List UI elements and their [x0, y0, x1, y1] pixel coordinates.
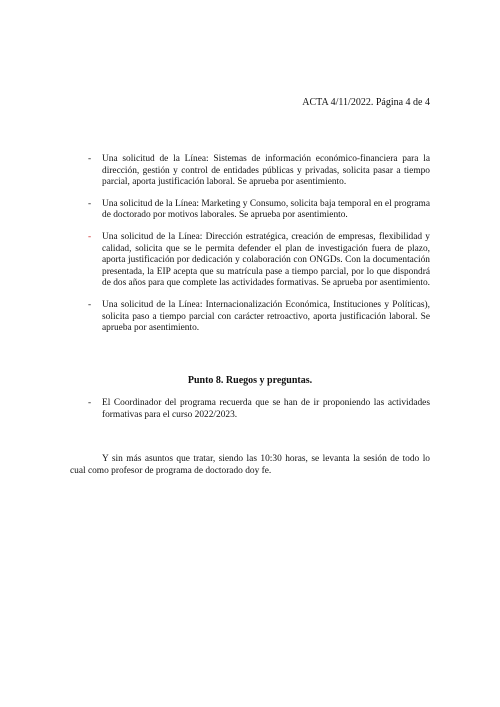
- bullet-dash: -: [88, 231, 92, 242]
- requests-list: [88, 154, 430, 345]
- list-item-text: Una solicitud de la Línea: Sistemas de información económico-financiera para la dirección, gestión y control de entidades públicas y privadas, solicita pasar a tiempo parcial, aporta justificación laboral. Se aprueba por asentimiento.: [102, 154, 430, 188]
- list-item: [88, 232, 430, 290]
- list-item: [88, 154, 430, 189]
- list-item: [88, 300, 430, 335]
- list-item: [88, 398, 430, 421]
- section-heading: Punto 8. Ruegos y preguntas.: [187, 375, 313, 386]
- closing-paragraph: Y sin más asuntos que tratar, siendo las 10:30 horas, se levanta la sesión de todo lo cual como profesor de programa de doctorado doy fe.: [70, 454, 430, 476]
- bullet-dash: -: [88, 154, 92, 164]
- list-item-text: Una solicitud de la Línea: Marketing y Consumo, solicita baja temporal en el programa de doctorado por motivos laborales. Se aprueba por asentimiento.: [102, 198, 430, 221]
- bullet-dash: -: [88, 398, 92, 408]
- list-item-text: Una solicitud de la Línea: Dirección estratégica, creación de empresas, flexibilidad y calidad, solicita que se le permita defender el plan de investigación fuera de plazo, aporta justificación por dedicación y colaboración con ONGDs. Con la documentación presentada, la EIP acepta que su matrícula pase a tiempo parcial, por lo que dispondrá de dos años para que complete las actividades formativas. Se aprueba por asentimiento.: [102, 231, 431, 289]
- bullet-dash: -: [88, 299, 92, 310]
- bullet-dash: -: [88, 198, 92, 209]
- page-header: ACTA 4/11/2022. Página 4 de 4: [302, 97, 430, 108]
- list-item: [88, 199, 430, 222]
- section-list: [88, 398, 430, 431]
- list-item-text: El Coordinador del programa recuerda que se han de ir proponiendo las actividades formativas para el curso 2022/2023.: [102, 398, 430, 420]
- list-item-text: Una solicitud de la Línea: Internacionalización Económica, Instituciones y Políticas), solicita paso a tiempo parcial con carácter retroactivo, aporta justificación laboral. Se aprueba por asentimiento.: [102, 299, 430, 334]
